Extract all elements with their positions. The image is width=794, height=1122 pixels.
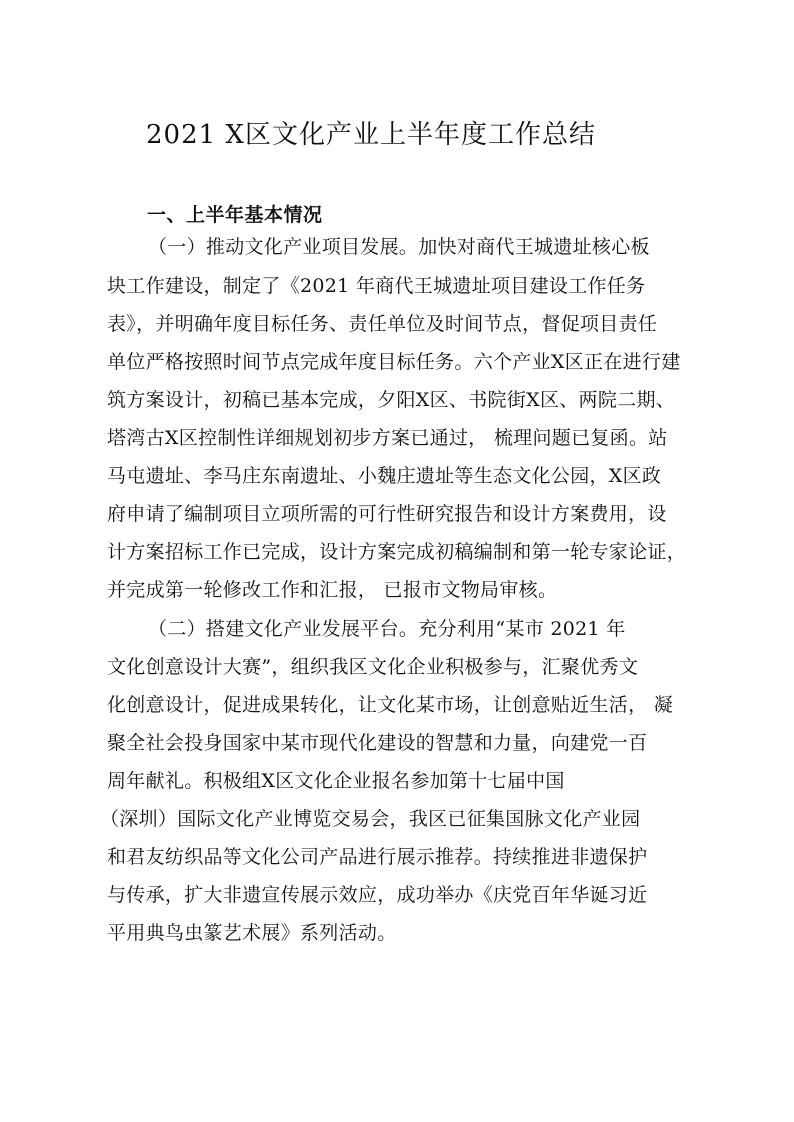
paragraph-line: 表》，并明确年度目标任务、责任单位及时间节点，督促项目责任 — [107, 313, 658, 335]
paragraph-line: 和君友纺织品等文化公司产品进行展示推荐。持续推进非遗保护 — [107, 846, 648, 868]
paragraph-line: 马屯遗址、李马庄东南遗址、小魏庄遗址等生态文化公园，X区政 — [107, 465, 662, 487]
paragraph-line: 计方案招标工作已完成，设计方案完成初稿编制和第一轮专家论证， — [107, 541, 687, 563]
paragraph-line: （二）搭建文化产业发展平台。充分利用“某市 2021 年 — [148, 618, 626, 640]
document-title: 2021 X区文化产业上半年度工作总结 — [146, 120, 596, 150]
paragraph-line: 并完成第一轮修改工作和汇报， 已报市文物局审核。 — [107, 579, 558, 601]
paragraph-line: 府申请了编制项目立项所需的可行性研究报告和设计方案费用，设 — [107, 503, 667, 525]
paragraph-line: 塔湾古X区控制性详细规划初步方案已通过， 梳理问题已复函。站 — [107, 427, 668, 449]
section-heading: 一、上半年基本情况 — [147, 204, 323, 226]
paragraph-line: 块工作建设，制定了《2021 年商代王城遗址项目建设工作任务 — [107, 275, 646, 297]
paragraph-line: 聚全社会投身国家中某市现代化建设的智慧和力量，向建党一百 — [107, 732, 648, 754]
paragraph-line: （深圳）国际文化产业博览交易会，我区已征集国脉文化产业园 — [100, 808, 641, 830]
paragraph-line: 与传承，扩大非遗宣传展示效应，成功举办《庆党百年华诞习近 — [107, 884, 648, 906]
paragraph-line: （一）推动文化产业项目发展。加快对商代王城遗址核心板 — [148, 236, 650, 258]
paragraph-line: 化创意设计，促进成果转化，让文化某市场，让创意贴近生活， 凝 — [107, 694, 674, 716]
paragraph-line: 筑方案设计，初稿已基本完成，夕阳X区、书院街X区、两院二期、 — [107, 389, 676, 411]
paragraph-line: 平用典鸟虫篆艺术展》系列活动。 — [107, 922, 397, 944]
paragraph-line: 周年献礼。积极组X区文化企业报名参加第十七届中国 — [107, 770, 565, 792]
paragraph-line: 文化创意设计大赛”，组织我区文化企业积极参与，汇聚优秀文 — [107, 656, 639, 678]
paragraph-line: 单位严格按照时间节点完成年度目标任务。六个产业X区正在进行建 — [107, 351, 681, 373]
